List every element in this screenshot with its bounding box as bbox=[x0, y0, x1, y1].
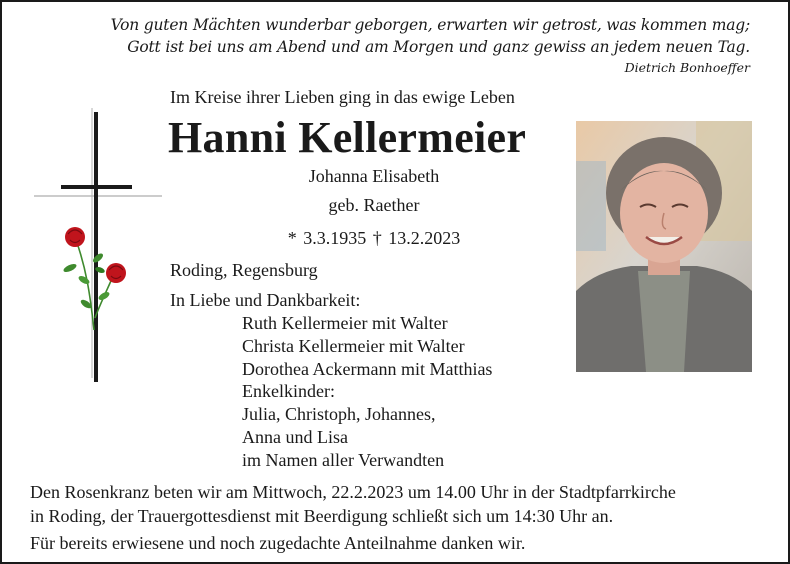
mourner-3: Dorothea Ackermann mit Matthias bbox=[242, 358, 493, 379]
location: Roding, Regensburg bbox=[170, 260, 318, 280]
mourner-2: Christa Kellermeier mit Walter bbox=[242, 335, 465, 356]
given-names: Johanna Elisabeth bbox=[308, 166, 440, 186]
quote-author: Dietrich Bonhoeffer bbox=[624, 60, 750, 75]
intro-text: Im Kreise ihrer Lieben ging in das ewige Leben bbox=[170, 87, 515, 107]
quote-line-1: Von guten Mächten wunderbar geborgen, erwarten wir getrost, was kommen mag; bbox=[110, 16, 750, 34]
mourner-6: Anna und Lisa bbox=[242, 426, 348, 447]
birth-name: geb. Raether bbox=[328, 195, 420, 215]
portrait-photo bbox=[576, 121, 752, 372]
deceased-name: Hanni Kellermeier bbox=[168, 113, 527, 162]
mourner-1: Ruth Kellermeier mit Walter bbox=[242, 313, 448, 333]
mourner-5: Julia, Christoph, Johannes, bbox=[242, 404, 436, 425]
thanks-heading: In Liebe und Dankbarkeit: bbox=[170, 290, 361, 310]
service-announcement bbox=[30, 480, 780, 528]
quote-line-2: Gott ist bei uns am Abend und am Morgen und ganz gewiss an jedem neuen Tag. bbox=[127, 38, 750, 56]
cross-with-roses-icon bbox=[28, 108, 168, 388]
mourners-list bbox=[242, 312, 492, 472]
closing-thanks: Für bereits erwiesene und noch zugedachte Anteilnahme danken wir. bbox=[30, 533, 526, 553]
mourner-4: Enkelkinder: bbox=[242, 381, 335, 402]
mourner-7: im Namen aller Verwandten bbox=[242, 449, 445, 470]
service-line-2: in Roding, der Trauergottesdienst mit Beerdigung schließt sich um 14:30 Uhr an. bbox=[30, 506, 614, 526]
service-line-1: Den Rosenkranz beten wir am Mittwoch, 22.2.2023 um 14.00 Uhr in der Stadtpfarrkirche bbox=[30, 482, 676, 502]
life-dates: * 3.3.1935 † 13.2.2023 bbox=[287, 228, 461, 248]
quote bbox=[50, 14, 750, 58]
